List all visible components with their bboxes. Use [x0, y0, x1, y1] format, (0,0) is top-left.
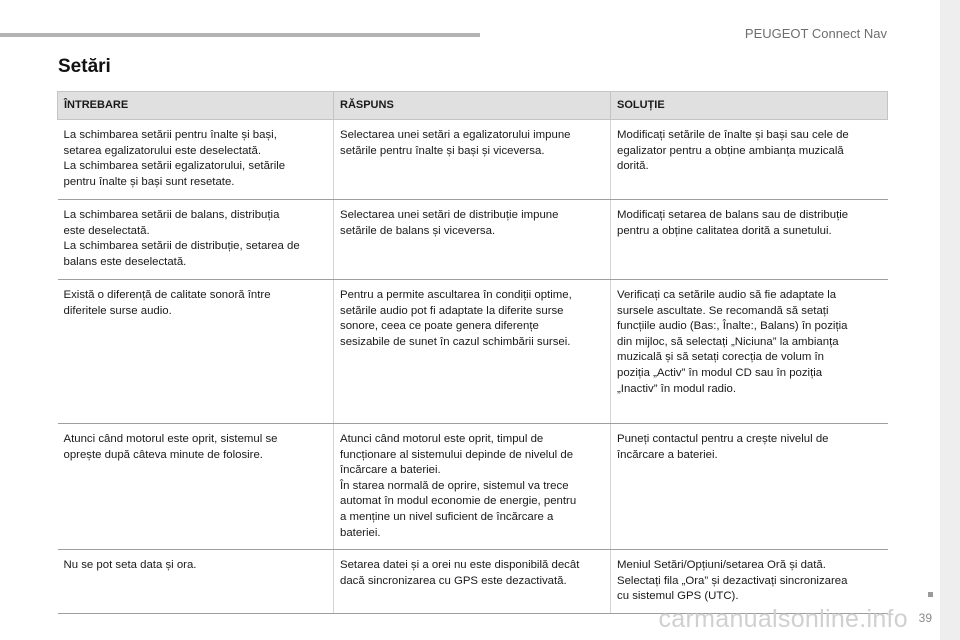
solution-cell: Modificați setarea de balans sau de distribuție pentru a obține calitatea dorită a sunetului.	[611, 200, 888, 280]
column-header-answer: RĂSPUNS	[334, 92, 611, 120]
answer-cell: Atunci când motorul este oprit, timpul de funcționare al sistemului depinde de nivelul de încărcare a bateriei. În starea normală de oprire, sistemul va trece automat în modul economie de energie, pentru a menține un nivel suficient de încărcare a bateriei.	[334, 424, 611, 550]
troubleshooting-table	[57, 91, 888, 614]
question-cell: Nu se pot seta data și ora.	[58, 550, 334, 614]
answer-cell: Setarea datei și a orei nu este disponibilă decât dacă sincronizarea cu GPS este dezactivată.	[334, 550, 611, 614]
question-cell: Există o diferență de calitate sonoră între diferitele surse audio.	[58, 280, 334, 424]
column-header-solution: SOLUȚIE	[611, 92, 888, 120]
solution-cell: Meniul Setări/Opțiuni/setarea Oră și dată. Selectați fila „Ora” și dezactivați sincronizarea cu sistemul GPS (UTC).	[611, 550, 888, 614]
brand-label: PEUGEOT Connect Nav	[744, 26, 887, 41]
square-marker-icon	[928, 592, 933, 597]
question-cell: La schimbarea setării pentru înalte și bași, setarea egalizatorului este deselectată. La schimbarea setării egalizatorului, setările pentru înalte și bași sunt resetate.	[58, 120, 334, 200]
solution-cell: Verificați ca setările audio să fie adaptate la sursele ascultate. Se recomandă să setați funcțiile audio (Bas:, Înalte:, Balans) în poziția din mijloc, să selectați „Niciuna” la ambianța muzicală și să setați corecția de volum în poziția „Activ” în modul CD sau în poziția „Inactiv” în modul radio.	[611, 280, 888, 424]
column-header-question: ÎNTREBARE	[58, 92, 334, 120]
solution-cell: Modificați setările de înalte și bași sau cele de egalizator pentru a obține ambianța muzicală dorită.	[611, 120, 888, 200]
table-row	[58, 120, 888, 200]
page-edge-strip	[940, 0, 960, 640]
table-header-row	[58, 92, 888, 120]
table-row	[58, 424, 888, 550]
answer-cell: Selectarea unei setări a egalizatorului impune setările pentru înalte și bași și viceversa.	[334, 120, 611, 200]
watermark: carmanualsonline.info	[658, 605, 908, 633]
answer-cell: Pentru a permite ascultarea în condiții optime, setările audio pot fi adaptate la diferite surse sonore, ceea ce poate genera diferențe sesizabile de sunet în cazul schimbării sursei.	[334, 280, 611, 424]
page-title: Setări	[58, 56, 111, 77]
answer-cell: Selectarea unei setări de distribuție impune setările de balans și viceversa.	[334, 200, 611, 280]
question-cell: Atunci când motorul este oprit, sistemul se oprește după câteva minute de folosire.	[58, 424, 334, 550]
header-rule	[0, 33, 480, 37]
solution-cell: Puneți contactul pentru a crește nivelul de încărcare a bateriei.	[611, 424, 888, 550]
table-row	[58, 280, 888, 424]
page-number: 39	[918, 611, 932, 625]
question-cell: La schimbarea setării de balans, distribuția este deselectată. La schimbarea setării de distribuție, setarea de balans este deselectată.	[58, 200, 334, 280]
table-row	[58, 200, 888, 280]
